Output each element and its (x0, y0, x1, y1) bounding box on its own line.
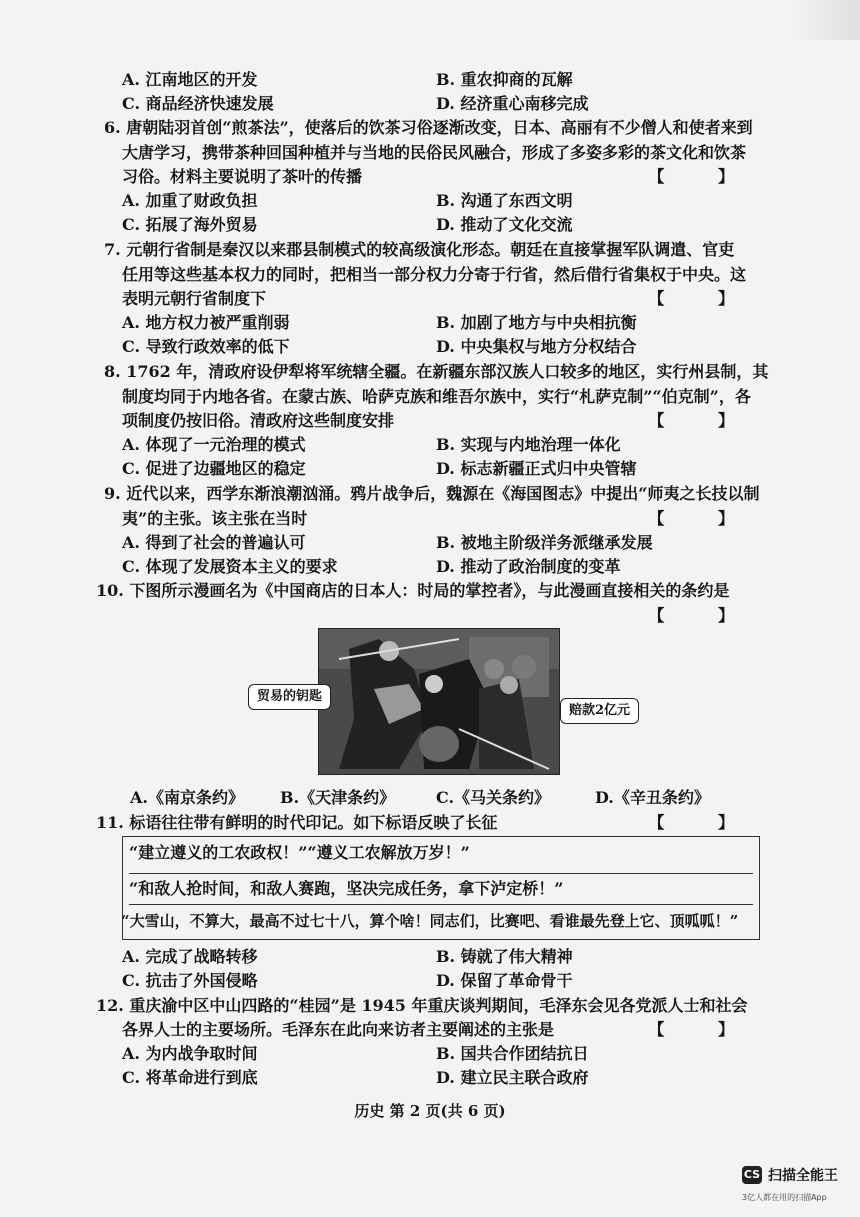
q5-option-a: A. 江南地区的开发 (122, 70, 258, 89)
scan-edge-shadow (790, 0, 860, 40)
q7-stem-line: 任用等这些基本权力的同时，把相当一部分权力分寄于行省，然后借行省集权于中央。这 (122, 265, 747, 284)
q12-option-b: B. 国共合作团结抗日 (436, 1044, 589, 1063)
callout-trade-key: 贸易的钥匙 (248, 684, 331, 710)
q10-option-d: D.《辛丑条约》 (595, 788, 710, 807)
q8-option-b: B. 实现与内地治理一体化 (436, 435, 621, 454)
q7-option-c: C. 导致行政效率的低下 (122, 337, 290, 356)
q12-option-c: C. 将革命进行到底 (122, 1068, 258, 1087)
q5-option-c: C. 商品经济快速发展 (122, 94, 274, 113)
q6-answer-bracket: 【 】 (648, 167, 758, 186)
callout-indemnity: 赔款2亿元 (560, 698, 639, 724)
q10-answer-bracket: 【 】 (648, 606, 758, 625)
q6-option-b: B. 沟通了东西文明 (436, 191, 573, 210)
slogan-line: “和敌人抢时间，和敌人赛跑，坚决完成任务，拿下泸定桥！” (129, 873, 753, 905)
q8-answer-bracket: 【 】 (648, 411, 758, 430)
q11-option-c: C. 抗击了外国侵略 (122, 971, 258, 990)
q6-stem-line: 习俗。材料主要说明了茶叶的传播 (122, 167, 363, 186)
q9-option-a: A. 得到了社会的普遍认可 (122, 533, 306, 552)
q8-option-a: A. 体现了一元治理的模式 (122, 435, 306, 454)
scanner-app-name: 扫描全能王 (768, 1168, 838, 1184)
q12-option-a: A. 为内战争取时间 (122, 1044, 258, 1063)
q11-option-b: B. 铸就了伟大精神 (436, 947, 573, 966)
q6-option-d: D. 推动了文化交流 (436, 215, 573, 234)
q11-option-d: D. 保留了革命骨干 (436, 971, 573, 990)
slogan-line: “大雪山，不算大，最高不过七十八，算个啥！同志们，比赛吧、看谁最先登上它、顶呱呱！” (121, 912, 739, 930)
q11-option-a: A. 完成了战略转移 (122, 947, 258, 966)
scanner-app-tagline: 3亿人都在用的扫描App (742, 1193, 827, 1202)
q8-option-d: D. 标志新疆正式归中央管辖 (436, 459, 637, 478)
q12-stem-line: 各界人士的主要场所。毛泽东在此向来访者主要阐述的主张是 (122, 1020, 555, 1039)
q7-option-d: D. 中央集权与地方分权结合 (436, 337, 637, 356)
q6-stem-line: 大唐学习，携带茶种回国种植并与当地的民俗民风融合，形成了多姿多彩的茶文化和饮茶 (122, 143, 747, 162)
q9-answer-bracket: 【 】 (648, 509, 758, 528)
slogan-line: “建立遵义的工农政权！”“遵义工农解放万岁！” (129, 843, 470, 862)
q7-stem-line: 表明元朝行省制度下 (122, 289, 267, 308)
q9-stem-line: 9. 近代以来，西学东渐浪潮汹涌。鸦片战争后，魏源在《海国图志》中提出“师夷之长技以制 (104, 484, 760, 503)
q11-answer-bracket: 【 】 (648, 813, 758, 832)
q10-option-b: B.《天津条约》 (280, 788, 396, 807)
page-footer: 历史 第 2 页(共 6 页) (354, 1102, 506, 1120)
q11-stem: 11. 标语往往带有鲜明的时代印记。如下标语反映了长征 (96, 813, 498, 832)
q6-option-a: A. 加重了财政负担 (122, 191, 258, 210)
q9-option-d: D. 推动了政治制度的变革 (436, 557, 621, 576)
cartoon-drawing (319, 629, 559, 774)
q7-option-b: B. 加剧了地方与中央相抗衡 (436, 313, 637, 332)
q6-stem-line: 6. 唐朝陆羽首创“煎茶法”，使落后的饮茶习俗逐渐改变，日本、高丽有不少僧人和使者来到 (104, 118, 753, 137)
slogan-box (122, 836, 760, 940)
q6-option-c: C. 拓展了海外贸易 (122, 215, 258, 234)
q9-option-b: B. 被地主阶级洋务派继承发展 (436, 533, 653, 552)
q8-stem-line: 项制度仍按旧俗。清政府这些制度安排 (122, 411, 395, 430)
q10-option-c: C.《马关条约》 (436, 788, 551, 807)
q10-option-a: A.《南京条约》 (130, 788, 244, 807)
q7-answer-bracket: 【 】 (648, 289, 758, 308)
q5-option-b: B. 重农抑商的瓦解 (436, 70, 573, 89)
q5-option-d: D. 经济重心南移完成 (436, 94, 589, 113)
q12-stem-line: 12. 重庆渝中区中山四路的“桂园”是 1945 年重庆谈判期间，毛泽东会见各党派人士和社会 (96, 996, 748, 1015)
q7-option-a: A. 地方权力被严重削弱 (122, 313, 290, 332)
q7-stem-line: 7. 元朝行省制是秦汉以来郡县制模式的较高级演化形态。朝廷在直接掌握军队调遣、官吏 (104, 240, 735, 259)
q9-option-c: C. 体现了发展资本主义的要求 (122, 557, 338, 576)
q8-stem-line: 制度均同于内地各省。在蒙古族、哈萨克族和维吾尔族中，实行“札萨克制”“伯克制”，各 (122, 387, 751, 406)
q12-option-d: D. 建立民主联合政府 (436, 1068, 589, 1087)
q10-stem: 10. 下图所示漫画名为《中国商店的日本人：时局的掌控者》，与此漫画直接相关的条约是 (96, 581, 730, 600)
q8-option-c: C. 促进了边疆地区的稳定 (122, 459, 306, 478)
cartoon-illustration (318, 628, 560, 775)
q12-answer-bracket: 【 】 (648, 1020, 758, 1039)
q8-stem-line: 8. 1762 年，清政府设伊犁将军统辖全疆。在新疆东部汉族人口较多的地区，实行州县制，其 (104, 362, 769, 381)
q9-stem-line: 夷”的主张。该主张在当时 (122, 509, 308, 528)
scanner-logo-icon: CS (742, 1166, 762, 1184)
